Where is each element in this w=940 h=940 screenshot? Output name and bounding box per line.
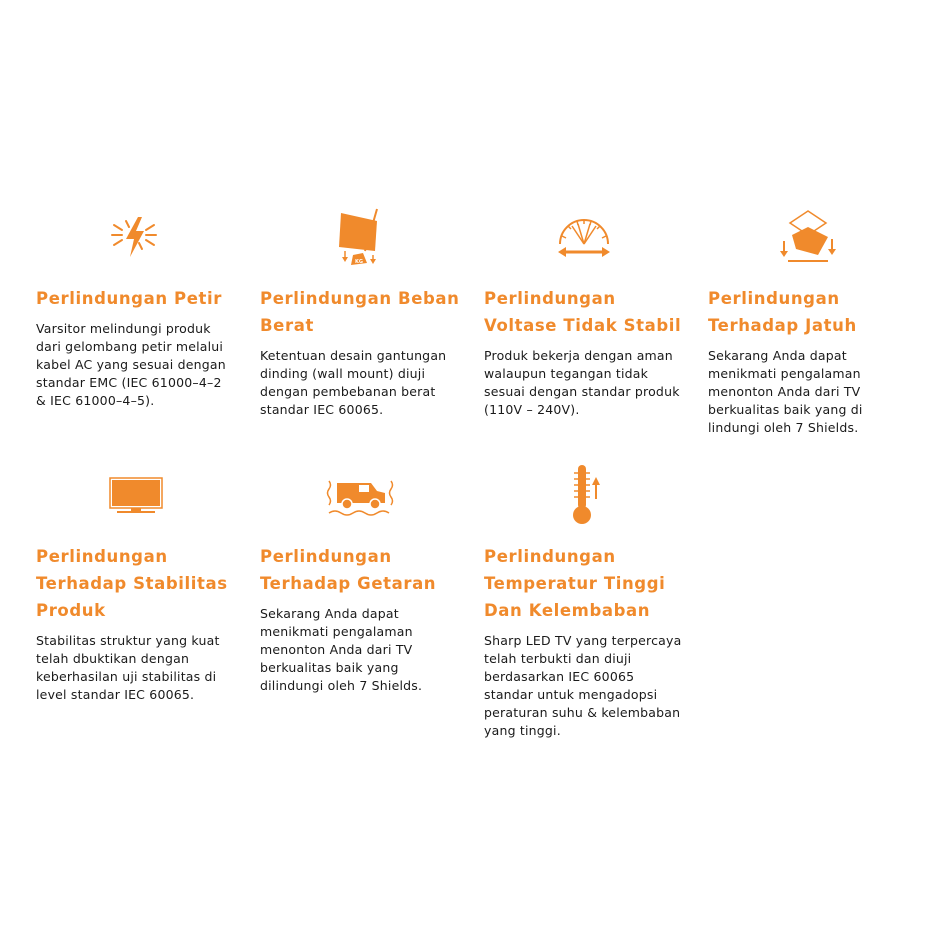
feature-description: Produk bekerja dengan aman walaupun tegangan tidak sesuai dengan standar produk (110V – 240V). [484,348,680,417]
feature-title: Perlindungan Voltase Tidak Stabil [484,289,682,335]
vibrating-truck-icon [260,463,460,527]
feature-card-temperature [484,463,684,740]
feature-title: Perlindungan Beban Berat [260,289,460,335]
feature-description: Sekarang Anda dapat menikmati pengalaman menonton Anda dari TV berkualitas baik yang di lindungi oleh 7 Shields. [708,348,863,435]
feature-card-voltage [484,205,684,419]
feature-title: Perlindungan Temperatur Tinggi Dan Kelembaban [484,547,666,620]
feature-card-heavy-load [260,205,460,419]
voltage-gauge-icon [484,205,684,269]
tv-stand-icon [36,463,236,527]
feature-card-drop [708,205,908,437]
lightning-icon [36,205,232,269]
feature-title: Perlindungan Petir [36,289,222,308]
feature-title: Perlindungan Terhadap Getaran [260,547,437,593]
feature-description: Varsitor melindungi produk dari gelombang petir melalui kabel AC yang sesuai dengan standar EMC (IEC 61000–4–2 & IEC 61000–4–5). [36,321,226,408]
feature-title: Perlindungan Terhadap Stabilitas Produk [36,547,228,620]
drop-box-icon [708,205,908,269]
feature-description: Ketentuan desain gantungan dinding (wall mount) diuji dengan pembebanan berat standar IEC 60065. [260,348,447,417]
feature-card-lightning [36,205,236,410]
feature-card-stability [36,463,236,704]
thermometer-icon [484,463,684,527]
feature-title: Perlindungan Terhadap Jatuh [708,289,857,335]
feature-card-vibration [260,463,460,695]
svg-text:KG: KG [355,259,363,265]
feature-description: Sekarang Anda dapat menikmati pengalaman menonton Anda dari TV berkualitas baik yang dilindungi oleh 7 Shields. [260,606,423,693]
feature-description: Sharp LED TV yang terpercaya telah terbukti dan diuji berdasarkan IEC 60065 standar untuk mengadopsi peraturan suhu & kelembaban yang tinggi. [484,633,682,738]
feature-description: Stabilitas struktur yang kuat telah dbuktikan dengan keberhasilan uji stabilitas di level standar IEC 60065. [36,633,220,702]
wall-mount-weight-icon [260,205,460,269]
